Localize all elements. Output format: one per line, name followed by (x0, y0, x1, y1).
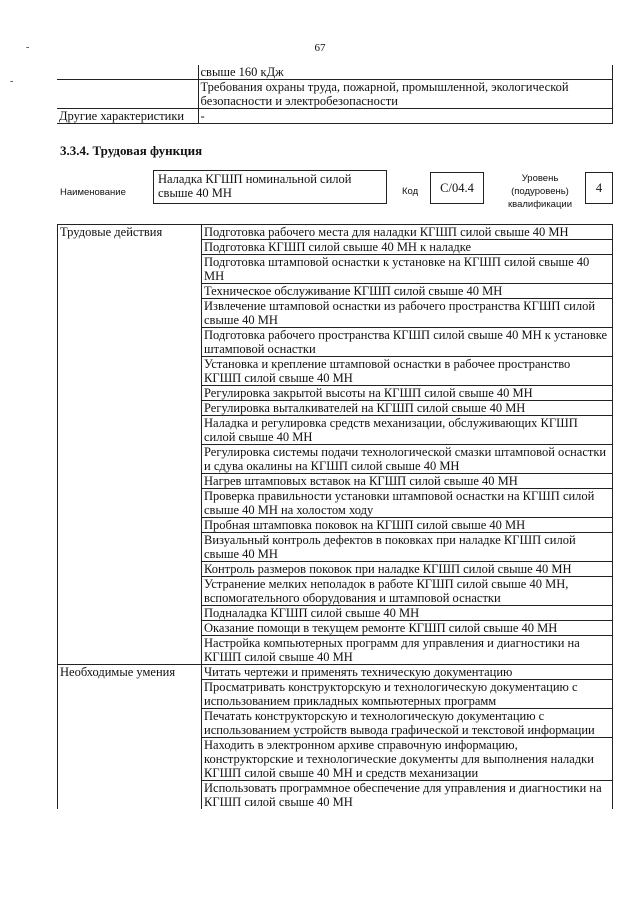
code-value: С/04.4 (430, 172, 484, 204)
code-label: Код (402, 186, 419, 197)
list-item: Находить в электронном архиве справочную информацию, конструкторские и технологические документы для выполнения наладки КГШП силой свыше 40 МН и средств механизации (202, 738, 613, 781)
list-item: Наладка и регулировка средств механизации, обслуживающих КГШП силой свыше 40 МН (202, 416, 613, 445)
table-row (57, 65, 613, 80)
table-row (58, 225, 613, 240)
level-label: Уровень (подуровень) квалификации (507, 173, 573, 210)
labor-actions-label: Трудовые действия (58, 225, 202, 665)
margin-mark: - (26, 42, 30, 53)
table-row (58, 665, 613, 680)
labor-actions-section (58, 225, 613, 665)
characteristics-table (57, 65, 613, 124)
margin-mark: - (10, 76, 14, 87)
list-item: Настройка компьютерных программ для управления и диагностики на КГШП силой свыше 40 МН (202, 636, 613, 665)
list-item: Проверка правильности установки штамповой оснастки на КГШП силой свыше 40 МН на холостом ходу (202, 489, 613, 518)
row-label (57, 80, 198, 109)
list-item: Устранение мелких неполадок в работе КГШП силой свыше 40 МН, вспомогательного оборудования и штамповой оснастки (202, 577, 613, 606)
list-item: Регулировка системы подачи технологической смазки штамповой оснастки и сдува окалины на КГШП силой свыше 40 МН (202, 445, 613, 474)
list-item: Подготовка рабочего пространства КГШП силой свыше 40 МН к установке штамповой оснастки (202, 328, 613, 357)
list-item: Визуальный контроль дефектов в поковках при наладке КГШП силой свыше 40 МН (202, 533, 613, 562)
name-value: Наладка КГШП номинальной силой свыше 40 МН (153, 170, 387, 204)
list-item: Подготовка штамповой оснастки к установке на КГШП силой свыше 40 МН (202, 255, 613, 284)
list-item: Регулировка выталкивателей на КГШП силой свыше 40 МН (202, 401, 613, 416)
row-value: - (198, 109, 613, 124)
table-row (57, 80, 613, 109)
table-row (57, 109, 613, 124)
list-item: Контроль размеров поковок при наладке КГШП силой свыше 40 МН (202, 562, 613, 577)
list-item: Техническое обслуживание КГШП силой свыше 40 МН (202, 284, 613, 299)
list-item: Просматривать конструкторскую и технологическую документацию с использованием прикладных компьютерных программ (202, 680, 613, 709)
list-item: Нагрев штамповых вставок на КГШП силой свыше 40 МН (202, 474, 613, 489)
skills-label: Необходимые умения (58, 665, 202, 810)
list-item: Установка и крепление штамповой оснастки в рабочее пространство КГШП силой свыше 40 МН (202, 357, 613, 386)
row-label (57, 65, 198, 80)
skills-section (58, 665, 613, 810)
name-label: Наименование (60, 187, 126, 198)
list-item: Печатать конструкторскую и технологическую документацию с использованием устройств вывода графической и текстовой информации (202, 709, 613, 738)
list-item: Использовать программное обеспечение для управления и диагностики на КГШП силой свыше 40 МН (202, 781, 613, 810)
labor-function-table (57, 224, 613, 809)
level-value: 4 (585, 172, 613, 204)
list-item: Пробная штамповка поковок на КГШП силой свыше 40 МН (202, 518, 613, 533)
list-item: Оказание помощи в текущем ремонте КГШП силой свыше 40 МН (202, 621, 613, 636)
row-label: Другие характеристики (57, 109, 198, 124)
list-item: Подналадка КГШП силой свыше 40 МН (202, 606, 613, 621)
list-item: Читать чертежи и применять техническую документацию (202, 665, 613, 680)
list-item: Извлечение штамповой оснастки из рабочего пространства КГШП силой свыше 40 МН (202, 299, 613, 328)
list-item: Подготовка рабочего места для наладки КГШП силой свыше 40 МН (202, 225, 613, 240)
page-number: 67 (314, 42, 326, 54)
section-title: 3.3.4. Трудовая функция (60, 143, 203, 158)
row-value: Требования охраны труда, пожарной, промышленной, экологической безопасности и электробезопасности (198, 80, 613, 109)
list-item: Подготовка КГШП силой свыше 40 МН к наладке (202, 240, 613, 255)
row-value: свыше 160 кДж (198, 65, 613, 80)
list-item: Регулировка закрытой высоты на КГШП силой свыше 40 МН (202, 386, 613, 401)
